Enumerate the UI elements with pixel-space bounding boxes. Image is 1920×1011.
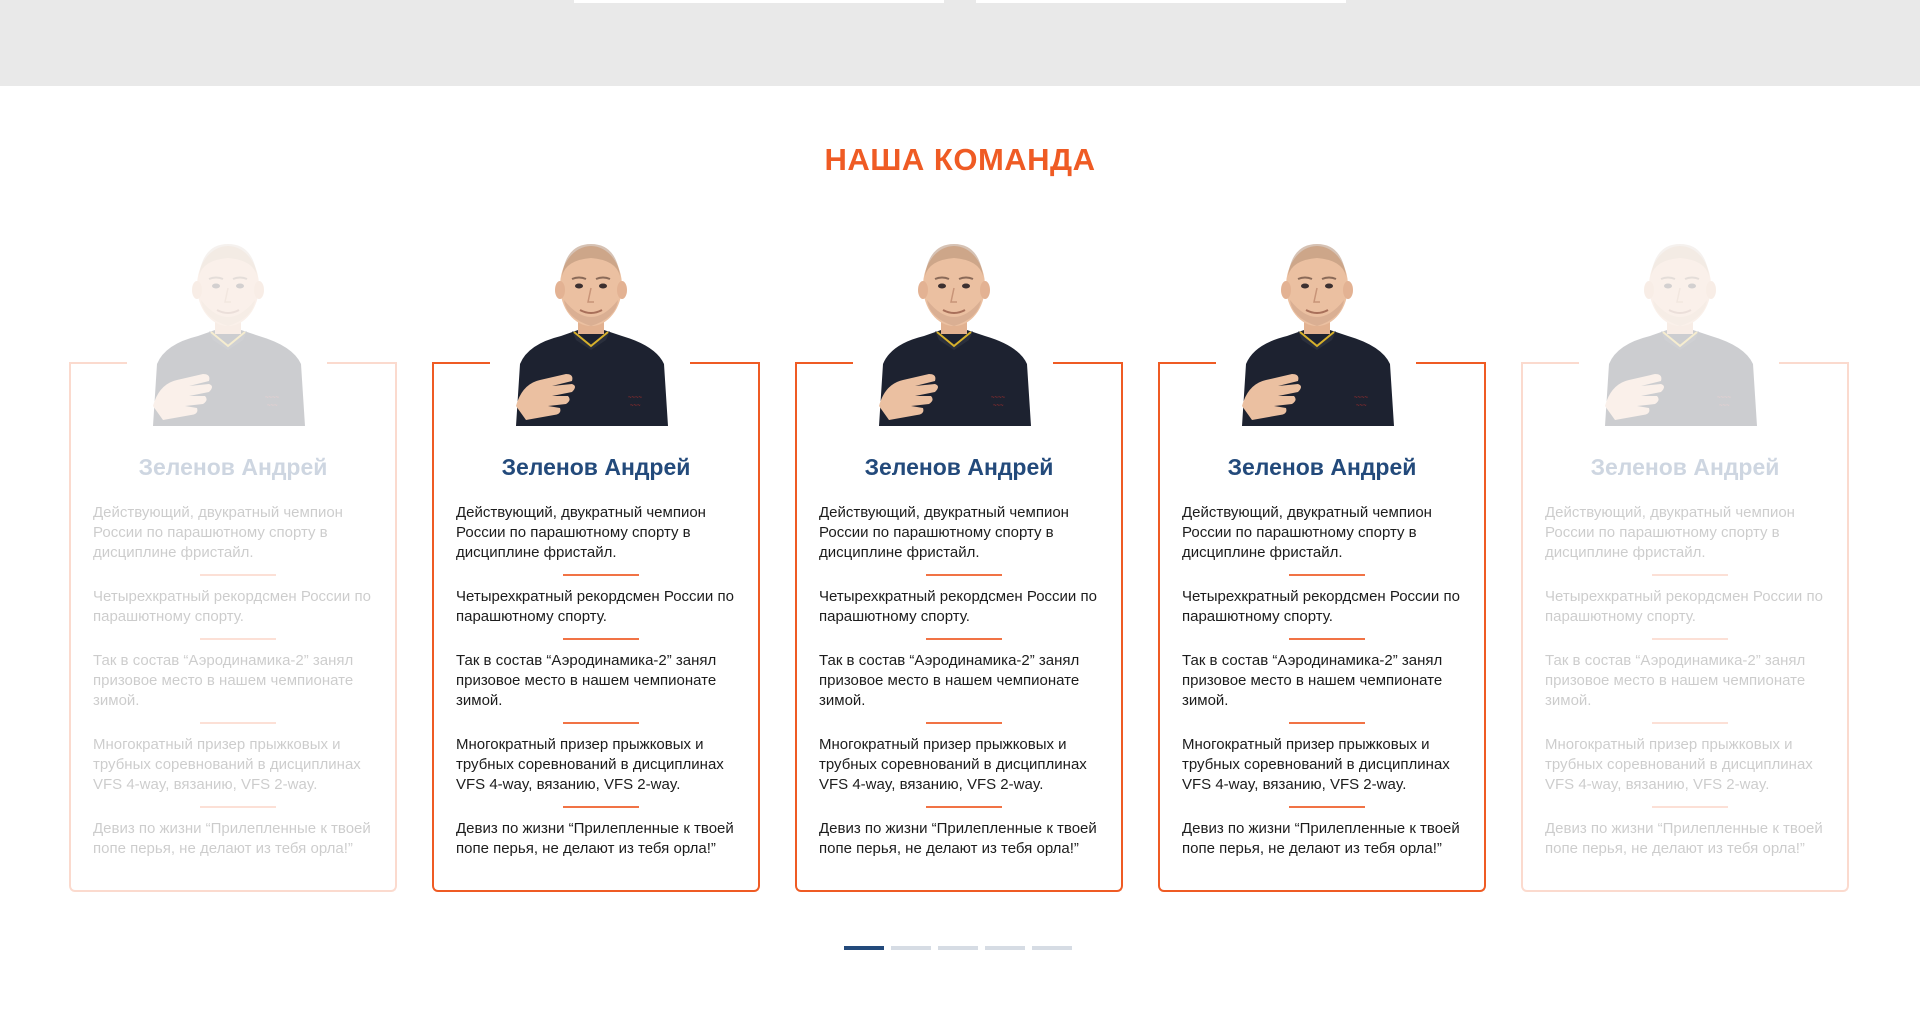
team-card-fact: Многократный призер прыжковых и трубных соревнований в дисциплинах VFS 4-way, вязанию, VFS 2-way. [819, 736, 1087, 793]
team-card-fact: Действующий, двукратный чемпион России по парашютному спорту в дисциплине фристайл. [1182, 504, 1432, 561]
team-member-photo [1595, 234, 1765, 426]
team-card-fact: Четырехкратный рекордсмен России по парашютному спорту. [819, 588, 1097, 625]
portrait-photo-icon [506, 234, 676, 426]
team-card-fact: Многократный призер прыжковых и трубных соревнований в дисциплинах VFS 4-way, вязанию, VFS 2-way. [1545, 736, 1813, 793]
fact-divider [1289, 722, 1365, 724]
fact-divider [926, 574, 1002, 576]
team-card-fact: Так в состав “Аэродинамика-2” занял призовое место в нашем чемпионате зимой. [1545, 652, 1806, 709]
team-card [1521, 362, 1849, 892]
fact-divider [1652, 638, 1728, 640]
top-tab-left[interactable] [574, 0, 944, 3]
card-frame-top-left [432, 362, 490, 364]
team-card-fact: Четырехкратный рекордсмен России по парашютному спорту. [1182, 588, 1460, 625]
team-card [1158, 362, 1486, 892]
team-member-name: Зеленов Андрей [1227, 454, 1417, 480]
fact-divider [1652, 806, 1728, 808]
team-member-photo [143, 234, 313, 426]
top-band [0, 0, 1920, 86]
svg-text:~~~~: ~~~~ [628, 395, 643, 401]
team-member-name: Зеленов Андрей [501, 454, 691, 480]
team-member-facts [819, 503, 1109, 859]
team-card-fact: Девиз по жизни “Прилепленные к твоей попе перья, не делают из тебя орла!” [1545, 820, 1823, 857]
fact-divider [926, 806, 1002, 808]
team-card-fact: Так в состав “Аэродинамика-2” занял призовое место в нашем чемпионате зимой. [1182, 652, 1443, 709]
team-card-fact: Многократный призер прыжковых и трубных соревнований в дисциплинах VFS 4-way, вязанию, VFS 2-way. [1182, 736, 1450, 793]
carousel-dot[interactable] [938, 946, 978, 950]
team-member-name: Зеленов Андрей [1590, 454, 1780, 480]
card-frame-top-right [1779, 362, 1849, 364]
svg-text:~~~~: ~~~~ [1717, 395, 1732, 401]
team-member-facts [1182, 503, 1472, 859]
svg-text:~~~~: ~~~~ [991, 395, 1006, 401]
fact-divider [1289, 806, 1365, 808]
team-member-photo [869, 234, 1039, 426]
carousel-dot[interactable] [891, 946, 931, 950]
team-card-fact: Многократный призер прыжковых и трубных соревнований в дисциплинах VFS 4-way, вязанию, VFS 2-way. [456, 736, 724, 793]
card-frame-top-right [1416, 362, 1486, 364]
team-card [795, 362, 1123, 892]
team-card-fact: Действующий, двукратный чемпион России по парашютному спорту в дисциплине фристайл. [819, 504, 1069, 561]
team-member-facts [1545, 503, 1835, 859]
card-frame-top-left [795, 362, 853, 364]
fact-divider [200, 574, 276, 576]
portrait-photo-icon [869, 234, 1039, 426]
card-frame-top-right [1053, 362, 1123, 364]
team-member-facts [93, 503, 383, 859]
fact-divider [926, 638, 1002, 640]
team-card-fact: Так в состав “Аэродинамика-2” занял призовое место в нашем чемпионате зимой. [456, 652, 717, 709]
team-card-fact: Действующий, двукратный чемпион России по парашютному спорту в дисциплине фристайл. [456, 504, 706, 561]
fact-divider [563, 722, 639, 724]
fact-divider [1289, 574, 1365, 576]
svg-text:~~~: ~~~ [267, 403, 278, 409]
fact-divider [200, 722, 276, 724]
team-member-photo [506, 234, 676, 426]
portrait-photo-icon [1595, 234, 1765, 426]
team-card-fact: Действующий, двукратный чемпион России по парашютному спорту в дисциплине фристайл. [93, 504, 343, 561]
fact-divider [1652, 722, 1728, 724]
team-card-fact: Четырехкратный рекордсмен России по парашютному спорту. [1545, 588, 1823, 625]
team-card-fact: Многократный призер прыжковых и трубных соревнований в дисциплинах VFS 4-way, вязанию, VFS 2-way. [93, 736, 361, 793]
team-card [69, 362, 397, 892]
team-card-fact: Девиз по жизни “Прилепленные к твоей попе перья, не делают из тебя орла!” [93, 820, 371, 857]
svg-text:~~~: ~~~ [1719, 403, 1730, 409]
section-title: НАША КОМАНДА [824, 142, 1096, 177]
portrait-photo-icon [1232, 234, 1402, 426]
team-card-fact: Девиз по жизни “Прилепленные к твоей попе перья, не делают из тебя орла!” [819, 820, 1097, 857]
team-member-name: Зеленов Андрей [138, 454, 328, 480]
team-card-fact: Так в состав “Аэродинамика-2” занял призовое место в нашем чемпионате зимой. [93, 652, 354, 709]
svg-text:~~~: ~~~ [630, 403, 641, 409]
fact-divider [563, 638, 639, 640]
card-frame-top-left [1521, 362, 1579, 364]
card-frame-top-right [690, 362, 760, 364]
fact-divider [1652, 574, 1728, 576]
svg-text:~~~~: ~~~~ [1354, 395, 1369, 401]
team-member-name: Зеленов Андрей [864, 454, 1054, 480]
card-frame-top-left [69, 362, 127, 364]
svg-text:~~~: ~~~ [1356, 403, 1367, 409]
team-card [432, 362, 760, 892]
team-card-fact: Девиз по жизни “Прилепленные к твоей попе перья, не делают из тебя орла!” [1182, 820, 1460, 857]
carousel-dot[interactable] [985, 946, 1025, 950]
fact-divider [926, 722, 1002, 724]
svg-text:~~~: ~~~ [993, 403, 1004, 409]
fact-divider [200, 806, 276, 808]
svg-text:~~~~: ~~~~ [265, 395, 280, 401]
fact-divider [200, 638, 276, 640]
fact-divider [1289, 638, 1365, 640]
team-card-fact: Так в состав “Аэродинамика-2” занял призовое место в нашем чемпионате зимой. [819, 652, 1080, 709]
fact-divider [563, 574, 639, 576]
team-member-facts [456, 503, 746, 859]
team-member-photo [1232, 234, 1402, 426]
fact-divider [563, 806, 639, 808]
top-tab-right[interactable] [976, 0, 1346, 3]
team-card-fact: Девиз по жизни “Прилепленные к твоей попе перья, не делают из тебя орла!” [456, 820, 734, 857]
team-card-fact: Действующий, двукратный чемпион России по парашютному спорту в дисциплине фристайл. [1545, 504, 1795, 561]
team-card-fact: Четырехкратный рекордсмен России по парашютному спорту. [93, 588, 371, 625]
portrait-photo-icon [143, 234, 313, 426]
team-card-fact: Четырехкратный рекордсмен России по парашютному спорту. [456, 588, 734, 625]
card-frame-top-right [327, 362, 397, 364]
carousel-dot[interactable] [1032, 946, 1072, 950]
card-frame-top-left [1158, 362, 1216, 364]
carousel-dot[interactable] [844, 946, 884, 950]
